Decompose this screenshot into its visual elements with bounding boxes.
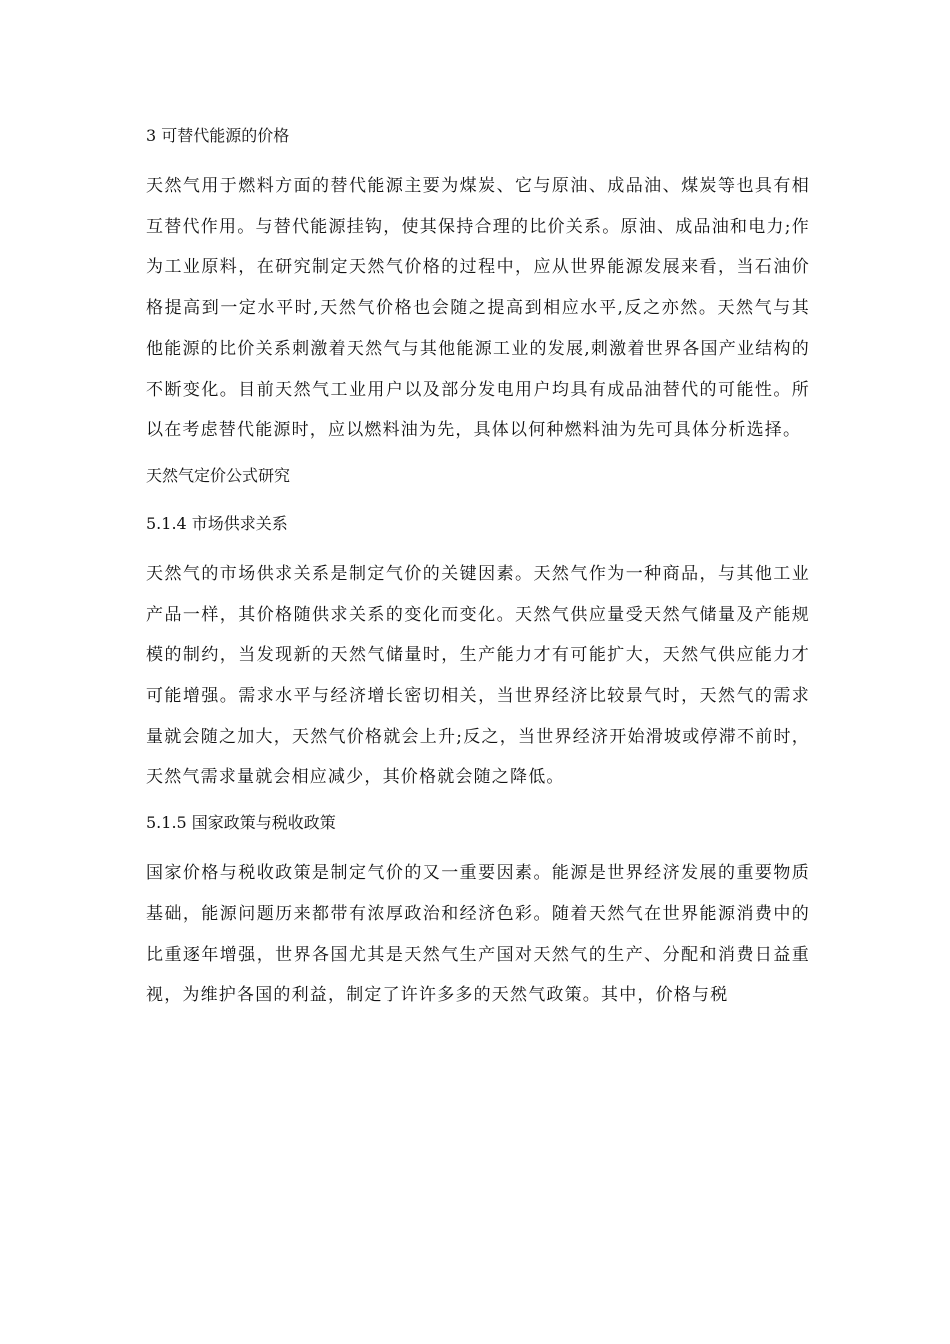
paragraph-national-policy: 国家价格与税收政策是制定气价的又一重要因素。能源是世界经济发展的重要物质基础，能源问题历来都带有浓厚政治和经济色彩。随着天然气在世界能源消费中的比重逐年增强，世界各国尤其是天然气生产国对天然气的生产、分配和消费日益重视，为维护各国的利益，制定了许许多多的天然气政策。其中，价格与税 (146, 863, 810, 1006)
document-page (146, 118, 810, 1023)
section-heading-substitute-energy-price: 3 可替代能源的价格 (146, 126, 290, 145)
section-heading-national-policy: 5.1.5 国家政策与税收政策 (146, 813, 336, 833)
paragraph-substitute-energy: 天然气用于燃料方面的替代能源主要为煤炭、它与原油、成品油、煤炭等也具有相互替代作用。与替代能源挂钩，使其保持合理的比价关系。原油、成品油和电力;作为工业原料，在研究制定天然气价格的过程中，应从世界能源发展来看，当石油价格提高到一定水平时,天然气价格也会随之提高到相应水平,反之亦然。天然气与其他能源的比价关系刺激着天然气与其他能源工业的发展,刺激着世界各国产业结构的不断变化。目前天然气工业用户以及部分发电用户均具有成品油替代的可能性。所以在考虑替代能源时，应以燃料油为先，具体以何种燃料油为先可具体分析选择。 (146, 176, 810, 441)
section-heading-pricing-formula: 天然气定价公式研究 (146, 465, 291, 485)
paragraph-supply-demand: 天然气的市场供求关系是制定气价的关键因素。天然气作为一种商品，与其他工业产品一样，其价格随供求关系的变化而变化。天然气供应量受天然气储量及产能规模的制约，当发现新的天然气储量时，生产能力才有可能扩大，天然气供应能力才可能增强。需求水平与经济增长密切相关，当世界经济比较景气时，天然气的需求量就会随之加大，天然气价格就会上升;反之，当世界经济开始滑坡或停滞不前时，天然气需求量就会相应减少，其价格就会随之降低。 (146, 563, 810, 788)
section-heading-supply-demand: 5.1.4 市场供求关系 (146, 513, 288, 533)
